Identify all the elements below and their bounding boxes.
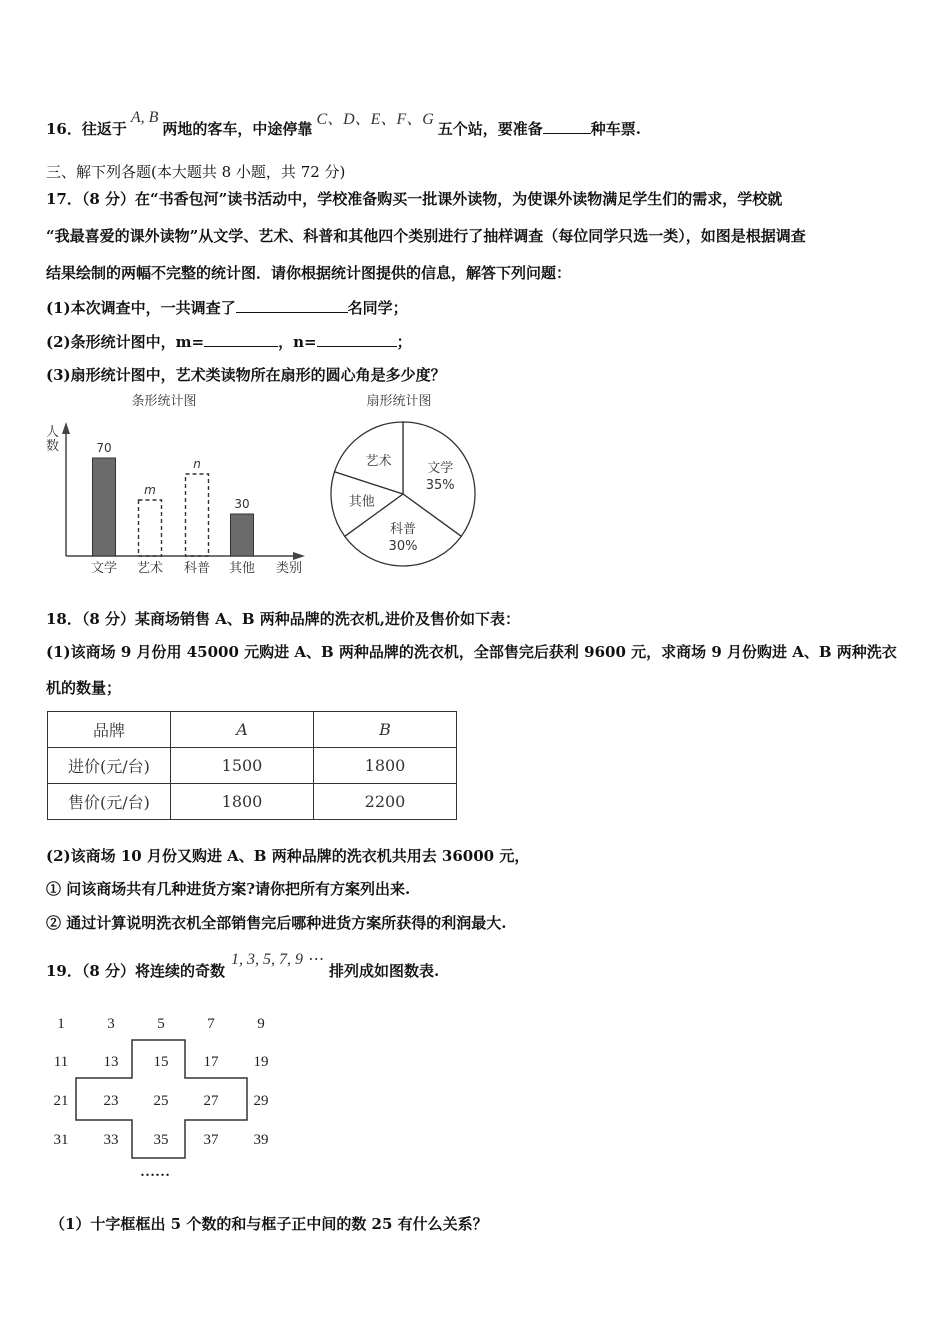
q18-line3: 机的数量； xyxy=(46,679,122,697)
pie-slice-label: 文学 xyxy=(427,461,454,476)
table-cell: 进价(元/台) xyxy=(48,748,171,784)
bar-value-label: n xyxy=(193,457,201,471)
q17-sub1-blank[interactable] xyxy=(236,298,348,313)
grid-cell: 1 xyxy=(57,1016,65,1032)
table-cell: 1800 xyxy=(171,784,314,820)
q18-sub2-2: ② 通过计算说明洗衣机全部销售完后哪种进货方案所获得的利润最大. xyxy=(46,914,507,932)
table-cell: 2200 xyxy=(314,784,457,820)
q17-sub3: (3)扇形统计图中，艺术类读物所在扇形的圆心角是多少度？ xyxy=(46,366,446,384)
grid-cell: 9 xyxy=(257,1016,265,1032)
q17-sub1 xyxy=(46,297,408,318)
q18-line1: 18．（8 分）某商场销售 A、B 两种品牌的洗衣机,进价及售价如下表： xyxy=(46,610,521,628)
grid-cell: 5 xyxy=(157,1016,165,1032)
bar-chart-title: 条形统计图 xyxy=(131,394,197,409)
q17-line3: 结果绘制的两幅不完整的统计图．请你根据统计图提供的信息，解答下列问题： xyxy=(46,264,572,282)
pie-chart-title: 扇形统计图 xyxy=(366,394,432,409)
q19-suffix: 排列成如图数表. xyxy=(329,962,440,980)
pie-slice-label: 艺术 xyxy=(365,454,392,470)
grid-cell: 39 xyxy=(253,1132,269,1148)
table-cell: 售价(元/台) xyxy=(48,784,171,820)
grid-cell: 27 xyxy=(203,1093,219,1109)
q16-mid: 两地的客车，中途停靠 xyxy=(162,120,313,138)
q17-n-blank[interactable] xyxy=(317,332,397,347)
bar-category-label: 科普 xyxy=(183,561,211,576)
grid-cell: 7 xyxy=(207,1016,215,1032)
q18-sub2-1: ① 问该商场共有几种进货方案?请你把所有方案列出来. xyxy=(46,880,411,898)
grid-cell: 17 xyxy=(203,1054,219,1070)
q17-m-blank[interactable] xyxy=(204,332,278,347)
grid-cell: 15 xyxy=(153,1054,169,1070)
price-table xyxy=(47,711,457,820)
q16-prefix: 16．往返于 xyxy=(46,120,127,138)
pie-slice-label: 科普 xyxy=(389,521,417,537)
bar-其他 xyxy=(231,514,254,556)
bar-艺术 xyxy=(139,500,162,556)
q16 xyxy=(46,109,642,139)
q17-sub2-end: ； xyxy=(396,333,412,351)
bar-value-label: m xyxy=(144,483,156,497)
grid-cell: 3 xyxy=(107,1016,115,1032)
table-header-b: B xyxy=(314,712,457,748)
q19-sub1: （1）十字框框出 5 个数的和与框子正中间的数 25 有什么关系？ xyxy=(50,1215,488,1233)
grid-cell: 13 xyxy=(103,1054,119,1070)
odd-number-grid xyxy=(40,1008,280,1193)
bar-category-label: 其他 xyxy=(228,561,256,576)
bar-chart-ylabel-1: 人 xyxy=(46,425,60,440)
table-row xyxy=(48,712,457,748)
table-cell: 1800 xyxy=(314,748,457,784)
q17-line1: 17．（8 分）在“书香包河”读书活动中，学校准备购买一批课外读物，为使课外读物满足学生们的需求，学校就 xyxy=(46,190,783,208)
bar-value-label: 70 xyxy=(96,441,112,455)
bar-chart-xlabel: 类别 xyxy=(276,561,303,576)
grid-cell: 33 xyxy=(103,1132,119,1148)
q18-line2: (1)该商场 9 月份用 45000 元购进 A、B 两种品牌的洗衣机，全部售完后获利 9600 元，求商场 9 月份购进 A、B 两种洗衣 xyxy=(46,643,897,661)
table-header-a: A xyxy=(171,712,314,748)
q19-prefix: 19．（8 分）将连续的奇数 xyxy=(46,962,226,980)
table-header-brand: 品牌 xyxy=(48,712,171,748)
grid-cell: 25 xyxy=(153,1093,169,1109)
section-3-heading: 三、解下列各题(本大题共 8 小题，共 72 分) xyxy=(46,163,346,181)
grid-cell: 29 xyxy=(253,1093,269,1109)
q18-sub2: (2)该商场 10 月份又购进 A、B 两种品牌的洗衣机共用去 36000 元， xyxy=(46,847,530,865)
q17-sub2 xyxy=(46,331,412,352)
bar-chart-ylabel-2: 数 xyxy=(46,439,60,454)
bar-chart xyxy=(40,388,320,580)
q17-sub1-text: (1)本次调查中，一共调查了 xyxy=(46,299,236,317)
q19-line xyxy=(46,951,440,981)
pie-slice-percent: 35% xyxy=(425,478,455,493)
bar-category-label: 文学 xyxy=(90,561,118,576)
pie-slice-percent: 30% xyxy=(388,538,418,554)
table-row xyxy=(48,784,457,820)
q17-sub2-n: ，n= xyxy=(278,333,317,351)
q16-suffix1: 五个站，要准备 xyxy=(437,120,543,138)
q16-stations: C、D、E、F、G xyxy=(316,111,434,128)
pie-slice-label: 其他 xyxy=(348,494,375,510)
bar-category-label: 艺术 xyxy=(136,561,164,576)
q17-sub2-text: (2)条形统计图中，m= xyxy=(46,333,205,351)
q17-line2: “我最喜爱的课外读物”从文学、艺术、科普和其他四个类别进行了抽样调查（每位同学只选一类），如图是根据调查 xyxy=(46,227,806,245)
grid-cell: 31 xyxy=(53,1132,69,1148)
bar-文学 xyxy=(93,458,116,556)
grid-cell: 23 xyxy=(103,1093,119,1109)
grid-cell: 19 xyxy=(253,1054,269,1070)
bar-科普 xyxy=(186,474,209,556)
bar-value-label: 30 xyxy=(234,497,250,511)
q16-ab: A, B xyxy=(130,109,159,126)
q16-suffix2: 种车票. xyxy=(590,120,642,138)
grid-cell: 11 xyxy=(53,1054,69,1070)
grid-cell: 37 xyxy=(203,1132,219,1148)
q19-sequence: 1, 3, 5, 7, 9 ⋯ xyxy=(231,951,324,968)
q16-answer-blank[interactable] xyxy=(543,119,591,134)
q17-sub1-end: 名同学； xyxy=(347,299,408,317)
grid-cell: 35 xyxy=(153,1132,169,1148)
grid-cell: 21 xyxy=(53,1093,69,1109)
table-row xyxy=(48,748,457,784)
y-axis-arrow-icon xyxy=(62,422,70,434)
table-cell: 1500 xyxy=(171,748,314,784)
x-axis-arrow-icon xyxy=(293,552,305,560)
grid-ellipsis: …… xyxy=(140,1164,170,1180)
pie-chart xyxy=(325,388,485,580)
